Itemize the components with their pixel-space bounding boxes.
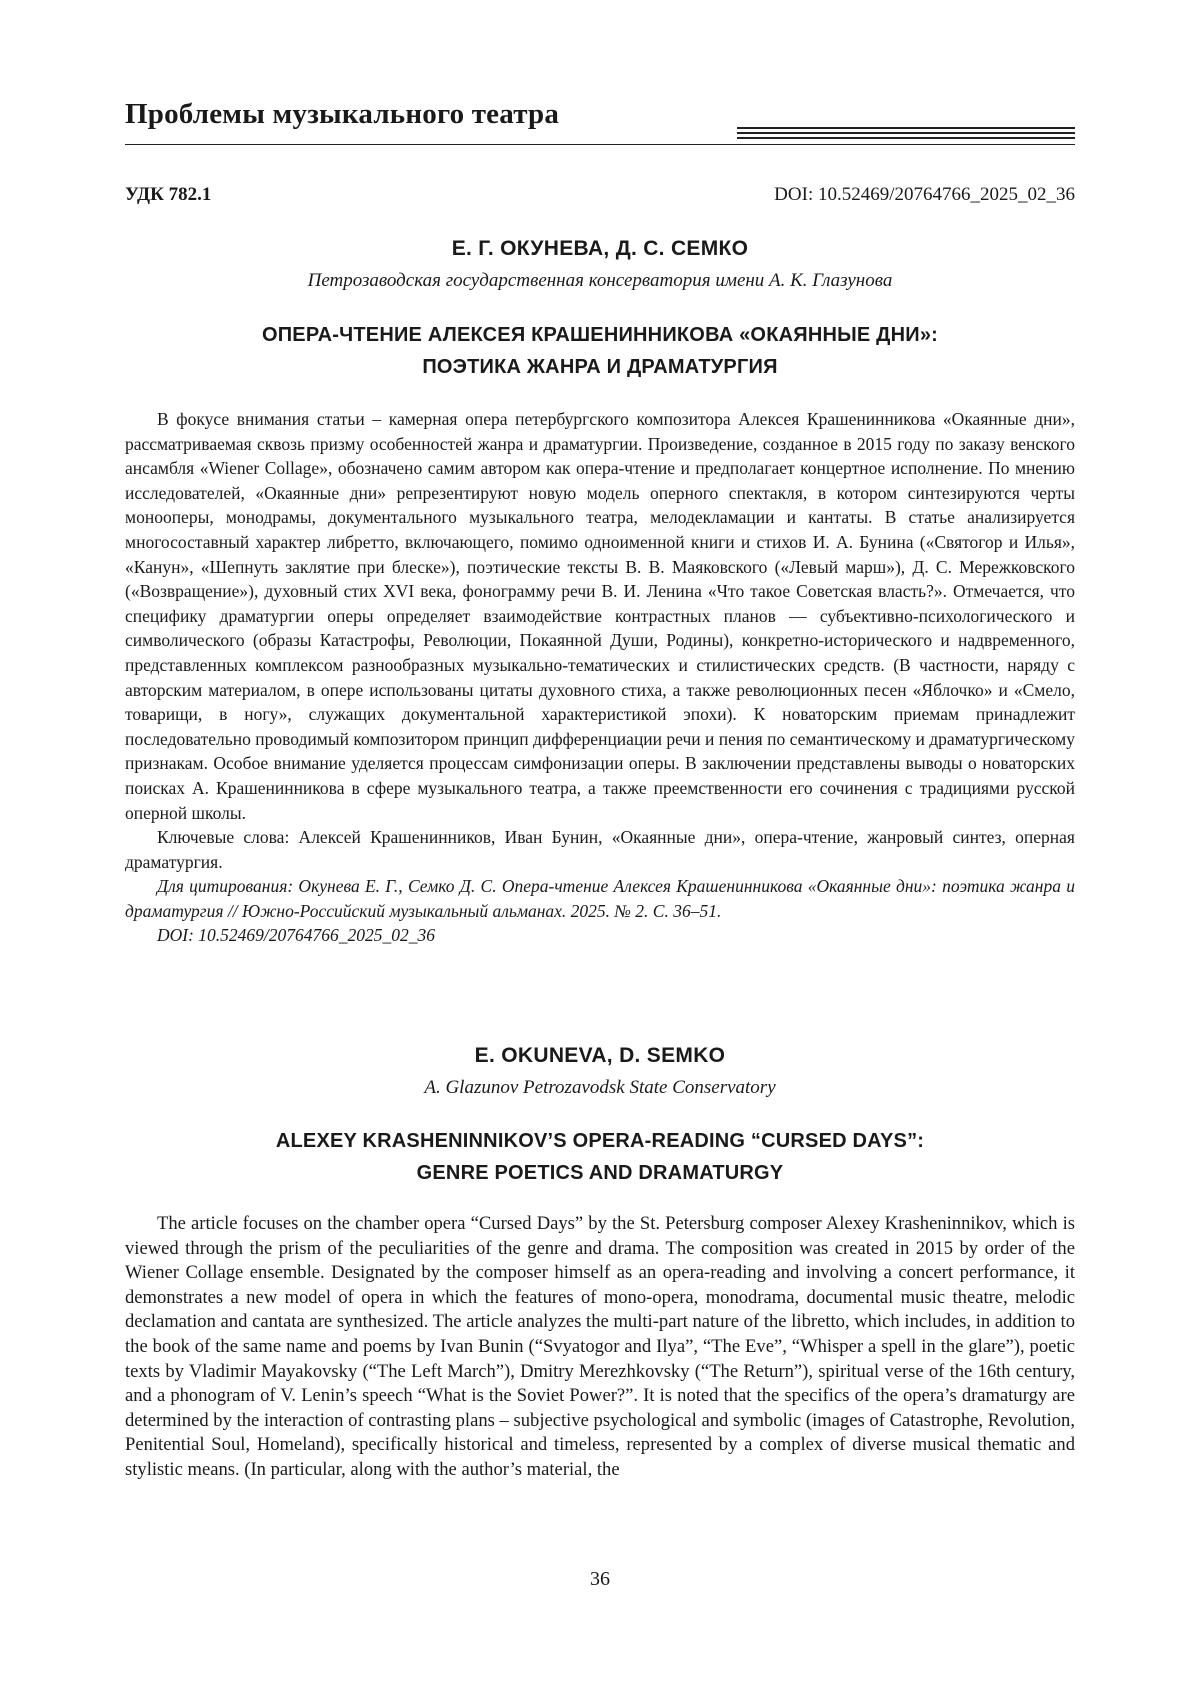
doi-header: DOI: 10.52469/20764766_2025_02_36 [774, 184, 1075, 205]
ru-authors: Е. Г. ОКУНЕВА, Д. С. СЕМКО [451, 237, 749, 260]
ru-citation-doi: DOI: 10.52469/20764766_2025_02_36 [157, 925, 436, 946]
header-rule [125, 144, 1075, 145]
en-abstract-block [125, 1212, 1075, 1483]
ru-title-line-1: ОПЕРА-ЧТЕНИЕ АЛЕКСЕЯ КРАШЕНИННИКОВА «ОКАЯННЫЕ ДНИ»: [261, 324, 939, 346]
running-header-title: Проблемы музыкального театра [125, 98, 560, 130]
udk-code: УДК 782.1 [125, 184, 212, 205]
ru-article-title [125, 319, 1075, 383]
en-authors: E. OKUNEVA, D. SEMKO [474, 1044, 726, 1067]
meta-row [125, 184, 1075, 206]
en-title-line-2: GENRE POETICS AND DRAMATURGY [416, 1162, 784, 1184]
ru-title-line-2: ПОЭТИКА ЖАНРА И ДРАМАТУРГИЯ [422, 356, 778, 378]
header-rule-right-3 [737, 137, 1075, 139]
header-rule-right-1 [737, 127, 1075, 129]
ru-keywords: Ключевые слова: Алексей Крашенинников, Иван Бунин, «Окаянные дни», опера-чтение, жанровый синтез, оперная драматургия. [125, 827, 1075, 872]
en-article-title [125, 1125, 1075, 1189]
en-abstract: The article focuses on the chamber opera “Cursed Days” by the St. Petersburg composer Alexey Krasheninnikov, which is viewed through the prism of the peculiarities of the genre and drama. The composition was created in 2015 by order of the Wiener Collage ensemble. Designated by the composer himself as an opera-reading and involving a concert performance, it demonstrates a new model of opera in which the features of mono-opera, monodrama, documental music theatre, melodic declamation and cantata are synthesized. The article analyzes the multi-part nature of the libretto, which includes, in addition to the book of the same name and poems by Ivan Bunin (“Svyatogor and Ilya”, “The Eve”, “Whisper a spell in the glare”), poetic texts by Vladimir Mayakovsky (“The Left March”), Dmitry Merezhkovsky (“The Return”), spiritual verse of the 16th century, and a phonogram of V. Lenin’s speech “What is the Soviet Power?”. It is noted that the specifics of the opera’s dramaturgy are determined by the interaction of contrasting plans – subjective psychological and symbolic (images of Catastrophe, Revolution, Penitential Soul, Homeland), specifically historical and timeless, represented by a complex of diverse musical thematic and stylistic means. (In particular, along with the author’s material, the [125, 1213, 1075, 1480]
en-title-line-1: ALEXEY KRASHENINNIKOV’S OPERA-READING “CURSED DAYS”: [275, 1130, 925, 1152]
page-number: 36 [590, 1568, 610, 1590]
header-rule-right-2 [737, 132, 1075, 134]
ru-abstract-block [125, 407, 1075, 948]
ru-affiliation: Петрозаводская государственная консерватория имени А. К. Глазунова [307, 270, 893, 291]
ru-citation: Для цитирования: Окунева Е. Г., Семко Д. С. Опера-чтение Алексея Крашенинникова «Окаянные дни»: поэтика жанра и драматургия // Южно-Российский музыкальный альманах. 2025. № 2. С. 36–51. [125, 876, 1075, 921]
en-affiliation: A. Glazunov Petrozavodsk State Conservatory [424, 1077, 776, 1098]
ru-abstract: В фокусе внимания статьи – камерная опера петербургского композитора Алексея Крашенинникова «Окаянные дни», рассматриваемая сквозь призму особенностей жанра и драматургии. Произведение, созданное в 2015 году по заказу венского ансамбля «Wiener Collage», обозначено самим автором как опера-чтение и предполагает концертное исполнение. По мнению исследователей, «Окаянные дни» репрезентируют новую модель оперного спектакля, в котором синтезируются черты монооперы, монодрамы, документального музыкального театра, мелодекламации и кантаты. В статье анализируется многосоставный характер либретто, включающего, помимо одноименной книги и стихов И. А. Бунина («Святогор и Илья», «Канун», «Шепнуть заклятие при блеске»), поэтические тексты В. В. Маяковского («Левый марш»), Д. С. Мережковского («Возвращение»), духовный стих XVI века, фонограмму речи В. И. Ленина «Что такое Советская власть?». Отмечается, что специфику драматургии оперы определяет взаимодействие контрастных планов — субъективно-психологического и символического (образы Катастрофы, Революции, Покаянной Души, Родины), конкретно-исторического и надвременного, представленных комплексом разнообразных музыкально-тематических и стилистических средств. (В частности, наряду с авторским материалом, в опере использованы цитаты духовного стиха, а также революционных песен «Яблочко» и «Смело, товарищи, в ногу», служащих документальной характеристикой эпохи). К новаторским приемам принадлежит последовательно проводимый композитором принцип дифференциации речи и пения по семантическому и драматургическому признакам. Особое внимание уделяется процессам симфонизации оперы. В заключении представлены выводы о новаторских поисках А. Крашенинникова в сфере музыкального театра, а также преемственности его сочинения с традициями русской оперной школы. [125, 409, 1075, 823]
